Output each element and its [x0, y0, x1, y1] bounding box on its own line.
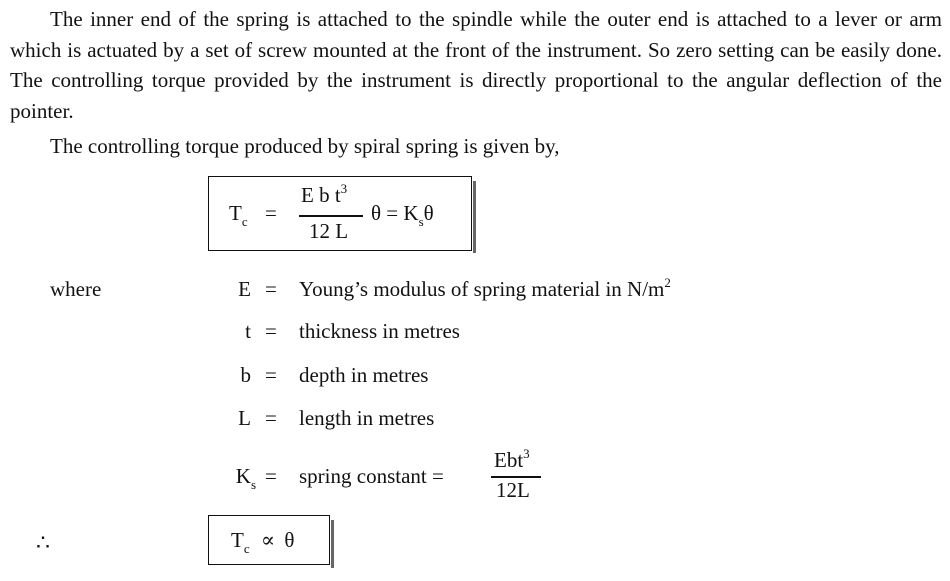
body-paragraph: [10, 4, 942, 126]
where-label: where: [50, 277, 102, 301]
def-text-ks: spring constant =: [299, 464, 444, 488]
box-shadow: [473, 181, 476, 253]
def-text-t: thickness in metres: [299, 319, 460, 343]
def-symbol-l: L: [238, 406, 251, 430]
def-text-e: Young’s modulus of spring material in $N/m^2$: [299, 275, 671, 301]
formula-denominator: 12 L: [309, 219, 349, 243]
def-symbol-ks: $K_s$: [235, 464, 256, 492]
def-equals-t: =: [265, 319, 277, 343]
def-symbol-b: b: [240, 363, 251, 387]
intro-line: The controlling torque produced by spiral spring is given by,: [50, 134, 560, 158]
torque-formula-box: [208, 176, 472, 251]
proportionality-expression: $T_c \propto \theta$: [231, 528, 295, 556]
def-equals-b: =: [265, 363, 277, 387]
formula-numerator: E b $t^3$: [301, 181, 348, 207]
therefore-symbol: ∴: [36, 530, 50, 555]
formula-rhs: $\theta = K_s\theta$: [371, 201, 434, 229]
def-text-b: depth in metres: [299, 363, 429, 387]
paragraph-text: The inner end of the spring is attached to the spindle while the outer end is attached to a lever or arm which is actuated by a set of screw mounted at the front of the instrument. So zero setting can be easily done. The controlling torque provided by the instrument is directly proportional to the angular deflection of the pointer.: [10, 7, 942, 123]
formula-equals: =: [265, 201, 277, 225]
ks-denominator: 12L: [496, 478, 530, 502]
def-equals-e: =: [265, 277, 277, 301]
box2-shadow: [331, 520, 334, 568]
def-equals-ks: =: [265, 464, 277, 488]
formula-lhs: $T_c$: [229, 201, 248, 229]
def-equals-l: =: [265, 406, 277, 430]
def-text-l: length in metres: [299, 406, 435, 430]
def-symbol-t: t: [245, 319, 251, 343]
def-symbol-e: E: [238, 277, 251, 301]
formula-fraction-bar: [299, 215, 363, 217]
proportionality-box: [208, 515, 330, 565]
ks-numerator: Ebt$^3$: [494, 446, 530, 472]
